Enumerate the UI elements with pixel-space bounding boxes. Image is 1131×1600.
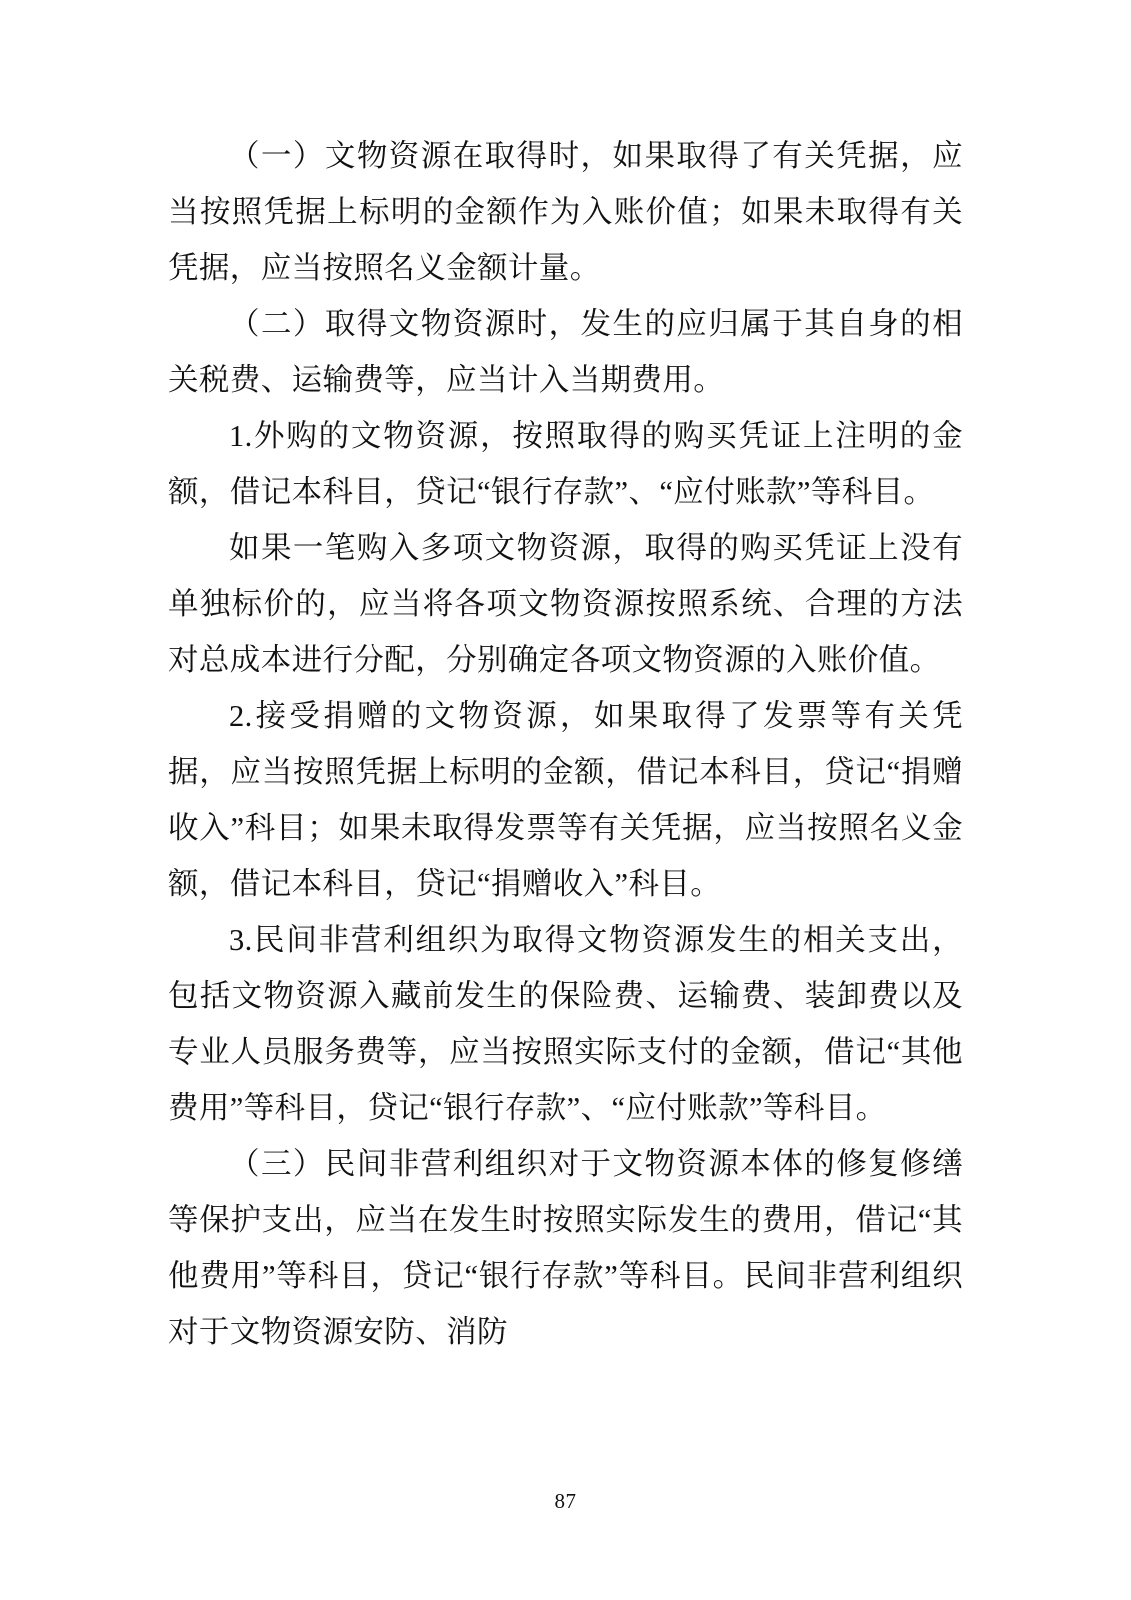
paragraph-5: 2.接受捐赠的文物资源，如果取得了发票等有关凭据，应当按照凭据上标明的金额，借记本科目，贷记“捐赠收入”科目；如果未取得发票等有关凭据，应当按照名义金额，借记本科目，贷记“捐赠收入”科目。: [168, 699, 963, 901]
paragraph-7: （三）民间非营利组织对于文物资源本体的修复修缮等保护支出，应当在发生时按照实际发生的费用，借记“其他费用”等科目，贷记“银行存款”等科目。民间非营利组织对于文物资源安防、消防: [168, 1147, 963, 1349]
document-body: [168, 128, 963, 1360]
page-number: 87: [554, 1489, 577, 1513]
paragraph-6: 3.民间非营利组织为取得文物资源发生的相关支出，包括文物资源入藏前发生的保险费、运输费、装卸费以及专业人员服务费等，应当按照实际支付的金额，借记“其他费用”等科目，贷记“银行存款”、“应付账款”等科目。: [168, 923, 963, 1125]
paragraph-4: 如果一笔购入多项文物资源，取得的购买凭证上没有单独标价的，应当将各项文物资源按照系统、合理的方法对总成本进行分配，分别确定各项文物资源的入账价值。: [168, 531, 963, 677]
paragraph-1: （一）文物资源在取得时，如果取得了有关凭据，应当按照凭据上标明的金额作为入账价值；如果未取得有关凭据，应当按照名义金额计量。: [168, 139, 963, 285]
paragraph-2: （二）取得文物资源时，发生的应归属于其自身的相关税费、运输费等，应当计入当期费用。: [168, 307, 963, 397]
paragraph-3: 1.外购的文物资源，按照取得的购买凭证上注明的金额，借记本科目，贷记“银行存款”、“应付账款”等科目。: [168, 419, 963, 509]
